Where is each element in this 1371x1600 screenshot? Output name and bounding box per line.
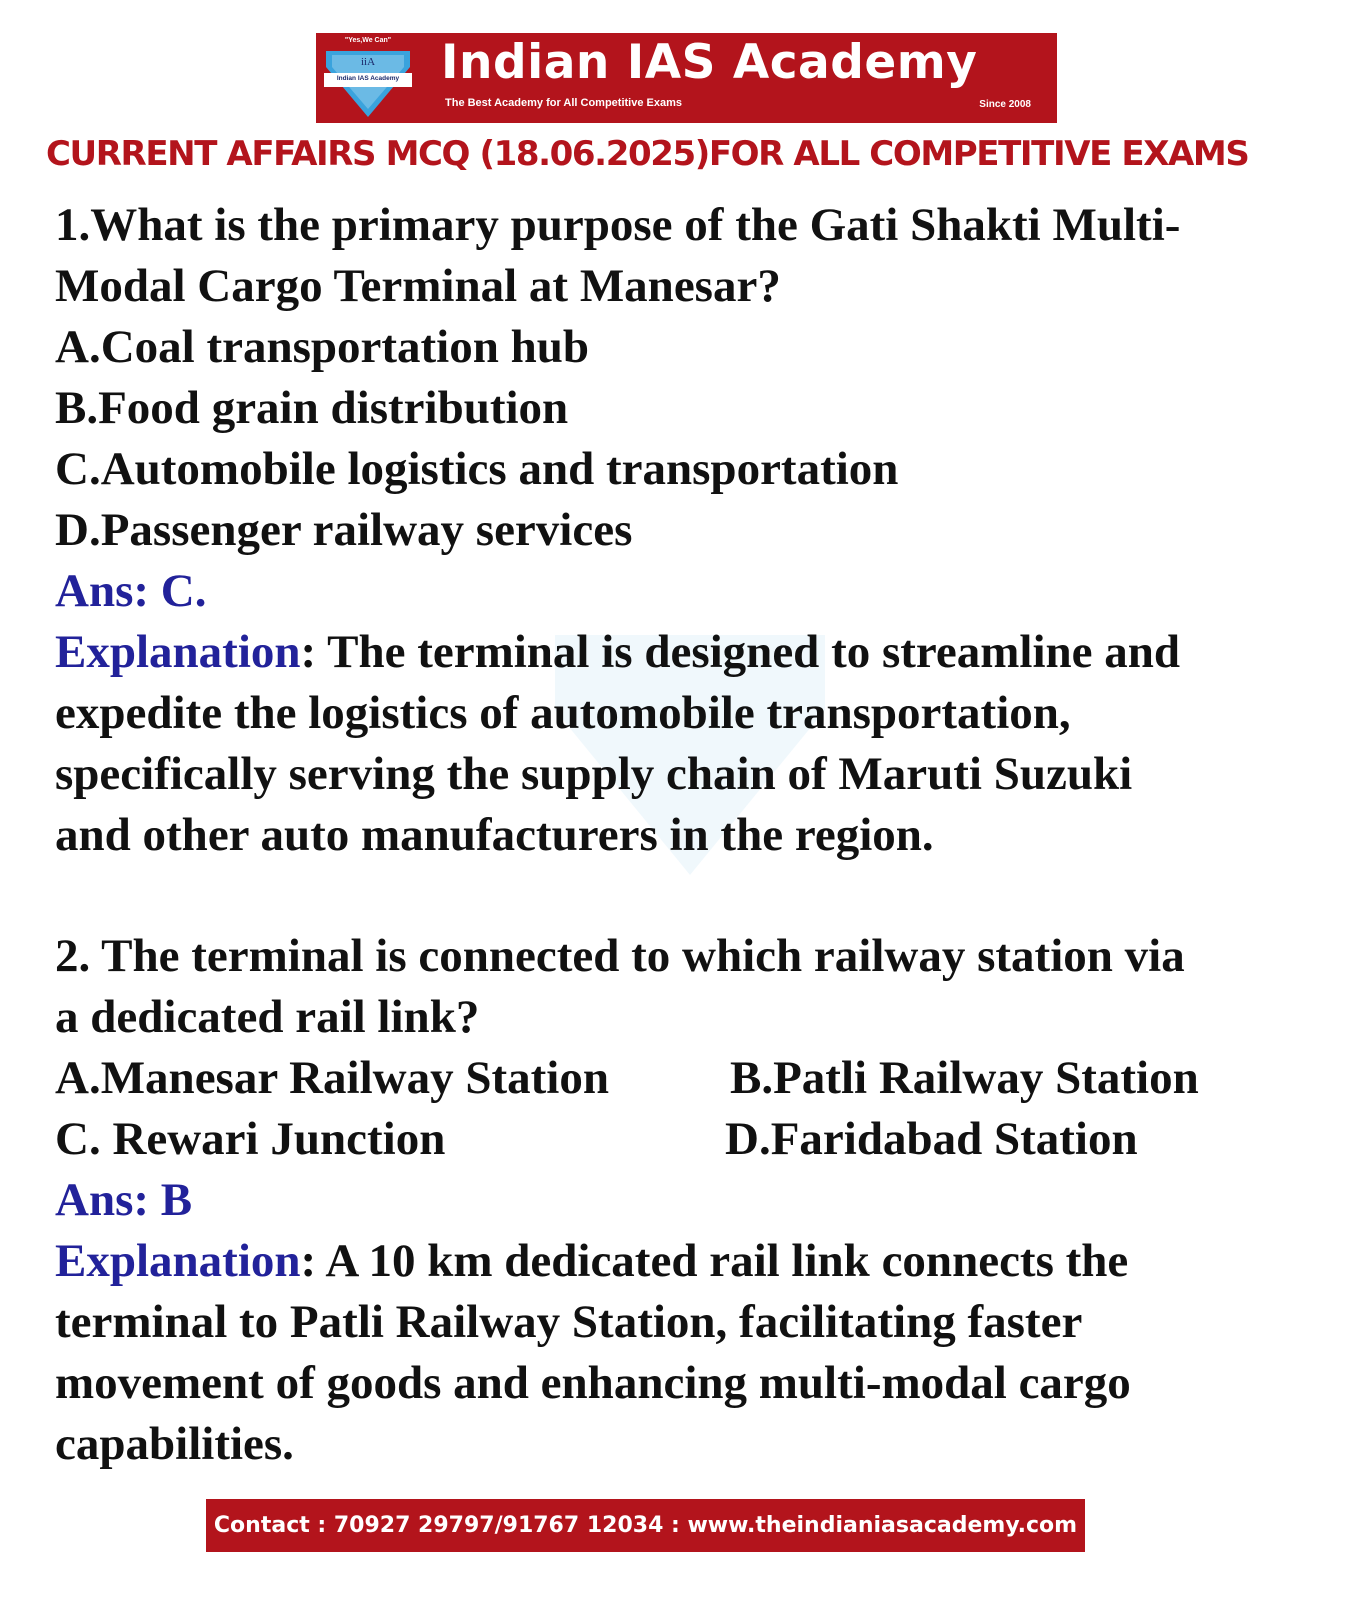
question-1-explanation-label: Explanation [55,626,301,678]
question-2-option-c: C. Rewari Junction [55,1113,446,1165]
question-1-explanation-line-1 [55,622,1180,682]
question-2-explanation-line-2: terminal to Patli Railway Station, facilitating faster [55,1296,1083,1348]
page-title: CURRENT AFFAIRS MCQ (18.06.2025)FOR ALL COMPETITIVE EXAMS [46,134,1249,174]
question-2-option-d: D.Faridabad Station [725,1113,1138,1165]
header-banner [316,33,1057,123]
question-1-option-c: C.Automobile logistics and transportation [55,443,899,495]
brand-tagline: The Best Academy for All Competitive Exams [445,97,682,109]
question-1-option-d: D.Passenger railway services [55,504,633,556]
question-2-explanation-line-1 [55,1231,1128,1291]
question-1-line-2: Modal Cargo Terminal at Manesar? [55,260,781,312]
since-label: Since 2008 [979,99,1031,110]
question-2-explanation-text: : A 10 km dedicated rail link connects the [300,1235,1129,1287]
question-1-line-1: 1.What is the primary purpose of the Gati Shakti Multi- [55,199,1181,251]
question-1-option-a: A.Coal transportation hub [55,321,590,373]
logo-tagline: "Yes,We Can" [344,37,392,44]
question-1-explanation-line-4: and other auto manufacturers in the region. [55,809,934,861]
question-1-explanation-line-3: specifically serving the supply chain of Maruti Suzuki [55,748,1133,800]
question-1-option-b: B.Food grain distribution [55,382,569,434]
question-2-answer: Ans: B [55,1174,193,1226]
brand-title: Indian IAS Academy [441,35,978,90]
question-2-option-a: A.Manesar Railway Station [55,1052,609,1104]
academy-logo [322,37,414,119]
question-1-explanation-line-2: expedite the logistics of automobile transportation, [55,687,1071,739]
contact-footer: Contact : 70927 29797/91767 12034 : www.theindianiasacademy.com [206,1499,1085,1552]
question-1-answer: Ans: C. [55,565,207,617]
question-2-explanation-label: Explanation [55,1235,301,1287]
question-2-explanation-line-3: movement of goods and enhancing multi-modal cargo [55,1357,1131,1409]
question-1-explanation-text: : The terminal is designed to streamline and [300,626,1181,678]
question-2-option-b: B.Patli Railway Station [730,1052,1199,1104]
logo-name: Indian IAS Academy [336,75,400,82]
question-2-line-2: a dedicated rail link? [55,991,480,1043]
question-2-line-1: 2. The terminal is connected to which railway station via [55,930,1185,982]
logo-mark: iiA [360,56,376,68]
question-2-explanation-line-4: capabilities. [55,1418,294,1470]
